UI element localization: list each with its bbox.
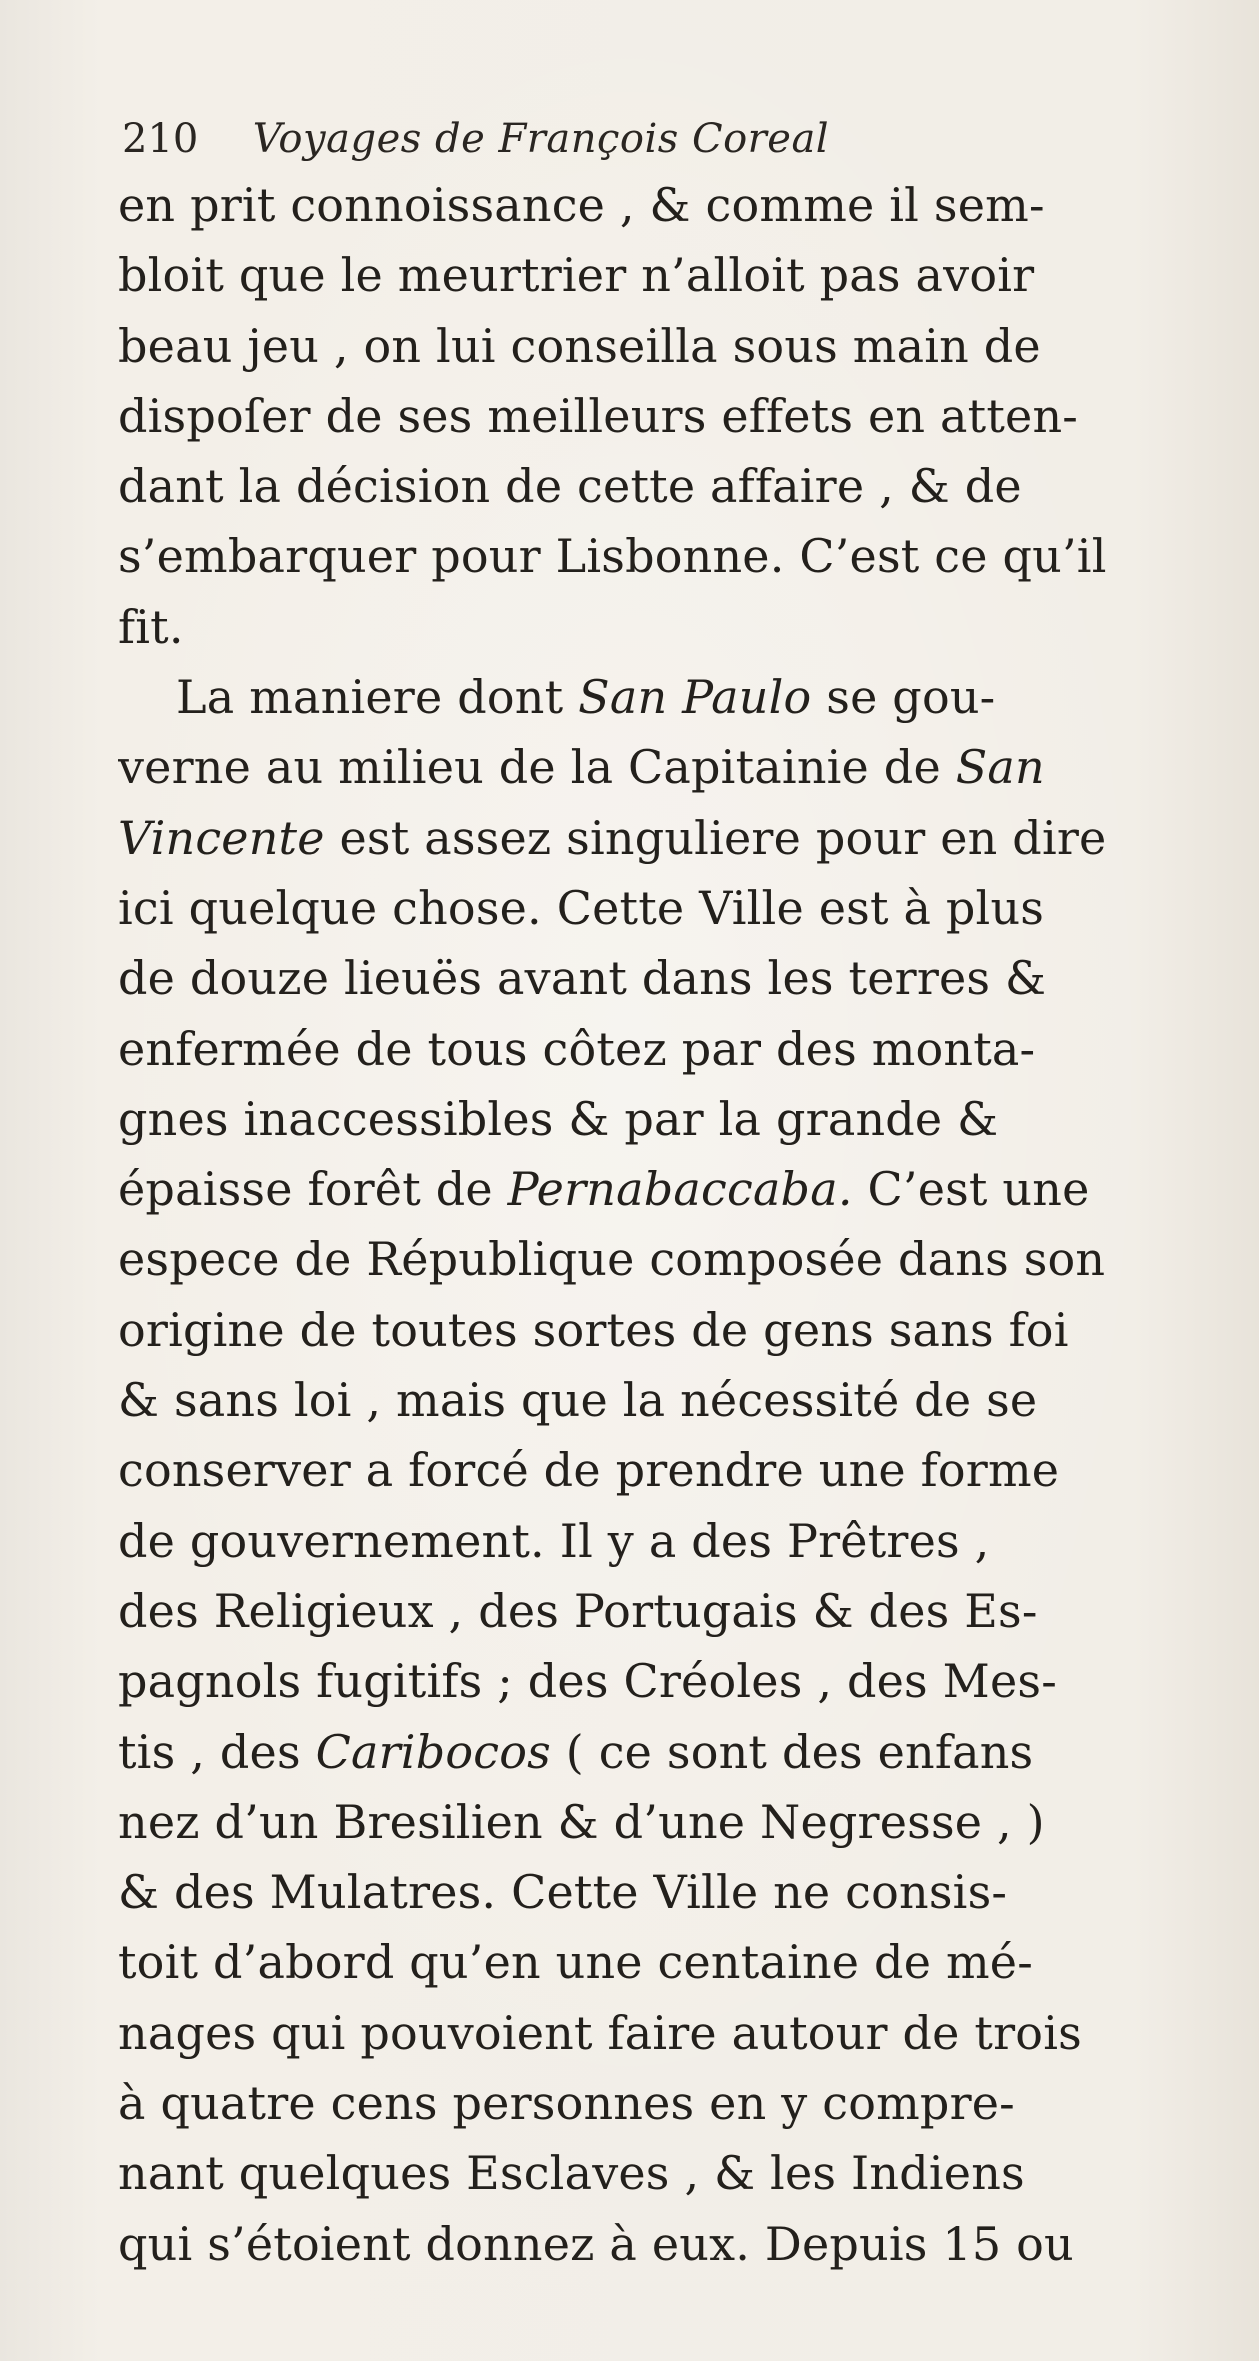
text-line <box>118 1717 1233 1787</box>
text-run: C’est une <box>852 1162 1090 1217</box>
text-run: dant la décision de cette affaire , & de <box>118 459 1022 514</box>
text-run: de douze lieuës avant dans les terres & <box>118 951 1047 1006</box>
text-line <box>118 1998 1233 2068</box>
text-run: enfermée de tous côtez par des monta- <box>118 1021 1036 1076</box>
text-line <box>118 311 1233 381</box>
text-line <box>118 1506 1233 1576</box>
text-run: origine de toutes sortes de gens sans foi <box>118 1302 1069 1357</box>
text-line <box>118 1435 1233 1505</box>
italic-text: Vincente <box>118 810 325 865</box>
text-run: & des Mulatres. Cette Ville ne consis- <box>118 1865 1008 1920</box>
text-run: conserver a forcé de prendre une forme <box>118 1443 1060 1498</box>
text-line <box>118 873 1233 943</box>
text-run: nant quelques Esclaves , & les Indiens <box>118 2146 1025 2201</box>
page-header <box>122 108 1072 170</box>
text-run: de gouvernement. Il y a des Prêtres , <box>118 1513 990 1568</box>
text-run: nez d’un Bresilien & d’une Negresse , ) <box>118 1794 1045 1849</box>
italic-text: Caribocos <box>315 1724 551 1779</box>
text-run: fit. <box>118 599 184 654</box>
running-head: Voyages de François Coreal <box>252 116 830 162</box>
body-text <box>118 170 1233 2279</box>
text-line <box>118 2209 1233 2279</box>
text-line <box>118 1084 1233 1154</box>
text-run: La maniere dont <box>176 670 579 725</box>
text-line <box>118 1365 1233 1435</box>
text-line <box>118 1646 1233 1716</box>
text-run: est assez singuliere pour en dire <box>324 810 1107 865</box>
page-number: 210 <box>122 116 199 162</box>
text-line <box>118 1857 1233 1927</box>
text-line <box>118 943 1233 1013</box>
text-run: gnes inaccessibles & par la grande & <box>118 1091 999 1146</box>
text-run: toit d’abord qu’en une centaine de mé- <box>118 1935 1033 1990</box>
text-run: ( ce sont des enfans <box>550 1724 1034 1779</box>
text-run: dispoſer de ses meilleurs effets en atten- <box>118 388 1079 443</box>
text-line <box>118 2068 1233 2138</box>
italic-text: San Paulo <box>578 670 812 725</box>
text-run: verne au milieu de la Capitainie de <box>118 740 956 795</box>
text-line <box>118 1014 1233 1084</box>
text-run: des Religieux , des Portugais & des Es- <box>118 1583 1038 1638</box>
text-line <box>118 240 1233 310</box>
text-line <box>118 732 1233 802</box>
text-run: nages qui pouvoient faire autour de trois <box>118 2005 1082 2060</box>
text-run: & sans loi , mais que la nécessité de se <box>118 1373 1038 1428</box>
text-run: épaisse forêt de <box>118 1162 508 1217</box>
text-line <box>118 662 1233 732</box>
text-run: pagnols fugitifs ; des Créoles , des Mes- <box>118 1654 1057 1709</box>
text-run: s’embarquer pour Lisbonne. C’est ce qu’il <box>118 529 1107 584</box>
text-run: qui s’étoient donnez à eux. Depuis 15 ou <box>118 2216 1074 2271</box>
text-line <box>118 451 1233 521</box>
text-line <box>118 803 1233 873</box>
text-run: se gou- <box>811 670 996 725</box>
text-line <box>118 1927 1233 1997</box>
text-line <box>118 381 1233 451</box>
text-run: à quatre cens personnes en y compre- <box>118 2076 1015 2131</box>
text-line <box>118 592 1233 662</box>
text-line <box>118 1224 1233 1294</box>
text-run: espece de République composée dans son <box>118 1232 1106 1287</box>
text-run: ici quelque chose. Cette Ville est à plus <box>118 880 1045 935</box>
text-run: bloit que le meurtrier n’alloit pas avoir <box>118 248 1035 303</box>
text-line <box>118 1576 1233 1646</box>
italic-text: San <box>955 740 1045 795</box>
text-line <box>118 2138 1233 2208</box>
text-line <box>118 1295 1233 1365</box>
text-line <box>118 1154 1233 1224</box>
text-run: en prit connoissance , & comme il sem- <box>118 178 1045 232</box>
text-run: tis , des <box>118 1724 316 1779</box>
text-line <box>118 521 1233 591</box>
text-run: beau jeu , on lui conseilla sous main de <box>118 318 1041 373</box>
text-line <box>118 170 1233 240</box>
text-line <box>118 1787 1233 1857</box>
italic-text: Pernabaccaba. <box>507 1162 853 1217</box>
